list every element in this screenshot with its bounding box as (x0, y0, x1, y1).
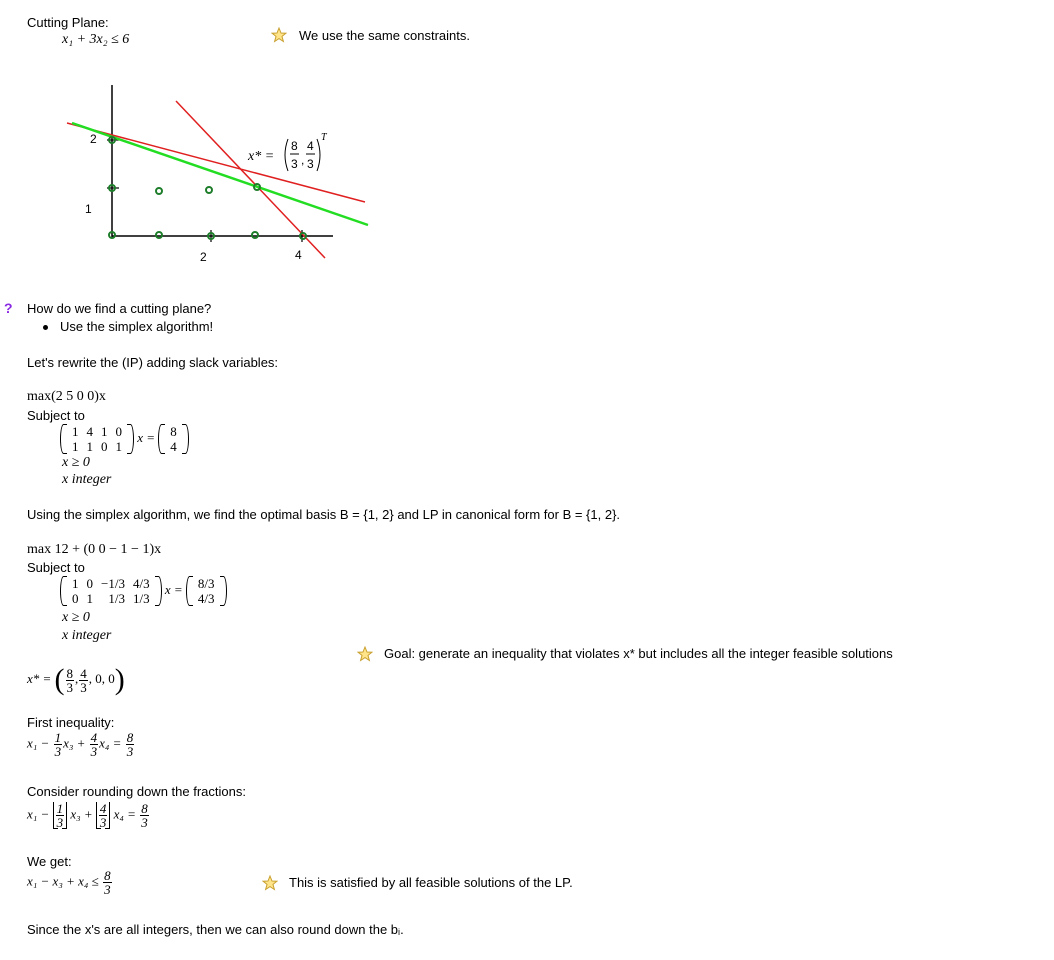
ip2-subject-to: Subject to (27, 560, 85, 575)
cutting-plane-graph (55, 80, 385, 265)
ip2-nonneg: x ≥ 0 (62, 610, 90, 625)
svg-text:,: , (301, 153, 305, 167)
ip2-objective: max 12 + (0 0 − 1 − 1)x (27, 542, 162, 557)
note-same-constraints: We use the same constraints. (299, 28, 471, 43)
point-3-0 (252, 232, 258, 238)
x-tick-label-2: 2 (200, 250, 207, 264)
ip2-integer: x integer (62, 628, 112, 643)
ip2-system: 1 0 −1/3 4/3 0 1 1/3 1/3 x = 8/3 4/3 (60, 576, 227, 606)
round-title: Consider rounding down the fractions: (27, 784, 246, 799)
since-text: Since the x's are all integers, then we can also round down the bᵢ. (27, 922, 404, 937)
bullet-item: Use the simplex algorithm! (43, 319, 213, 334)
goal-note: Goal: generate an inequality that violates x* but includes all the integer feasible solutions (384, 646, 893, 661)
xstar-d1: 3 (291, 157, 298, 171)
simplex-text: Using the simplex algorithm, we find the optimal basis B = {1, 2} and LP in canonical form for B = {1, 2}. (27, 507, 621, 522)
ip1-nonneg: x ≥ 0 (62, 455, 90, 470)
xstar-expression: x* = ( $\frac{8}{3}$ , $\frac{4}{3}$ , 0, 0) (27, 663, 125, 696)
ip1-matrix-A: 1 4 1 0 1 1 0 1 (60, 424, 134, 454)
y-tick-label-2: 2 (90, 132, 97, 146)
xstar-sup: T (321, 132, 327, 143)
question-text: How do we find a cutting plane? (27, 301, 212, 316)
x-tick-label-4: 4 (295, 248, 302, 262)
round-expression: x₁ − $\frac{1}{3}$ x₃ + $\frac{4}{3}$ x₄ = $\frac{8}{3}$ (27, 801, 148, 830)
ip1-integer: x integer (62, 472, 112, 487)
get-title: We get: (27, 854, 72, 869)
get-note: This is satisfied by all feasible solutions of the LP. (289, 875, 573, 890)
ip1-objective: max(2 5 0 0)x (27, 389, 106, 404)
star-icon (271, 27, 287, 43)
star-icon (357, 646, 373, 662)
ip1-vector-b: 8 4 (158, 424, 189, 454)
constraint: x₁ + 3x₂ ≤ 6 (62, 32, 130, 47)
point-2-1 (206, 187, 212, 193)
bullet-icon (43, 325, 48, 330)
ip2-vector-b: 8/3 4/3 (186, 576, 227, 606)
point-1-1 (156, 188, 162, 194)
get-expression: x₁ − x₃ + x₄ ≤ $\frac{8}{3}$ (27, 868, 111, 897)
xstar-n1: 8 (291, 139, 298, 153)
first-ineq-expression: x₁ − $\frac{1}{3}$ x₃ + $\frac{4}{3}$ x₄ = $\frac{8}{3}$ (27, 730, 134, 759)
star-icon (262, 875, 278, 891)
red-constraint-line-1 (176, 101, 325, 258)
ip1-system: 1 4 1 0 1 1 0 1 x = 8 4 (60, 424, 189, 454)
xstar-label: x* = (248, 149, 275, 164)
point-1-0 (156, 232, 162, 238)
xstar-n2: 4 (307, 139, 314, 153)
section-title: Cutting Plane: (27, 15, 109, 30)
y-tick-label-1: 1 (85, 202, 92, 216)
rewrite-text: Let's rewrite the (IP) adding slack variables: (27, 355, 279, 370)
question-icon: ? (4, 300, 13, 316)
ip2-matrix-A: 1 0 −1/3 4/3 0 1 1/3 1/3 (60, 576, 162, 606)
ip1-subject-to: Subject to (27, 408, 85, 423)
xstar-d2: 3 (307, 157, 314, 171)
first-ineq-title: First inequality: (27, 715, 115, 730)
